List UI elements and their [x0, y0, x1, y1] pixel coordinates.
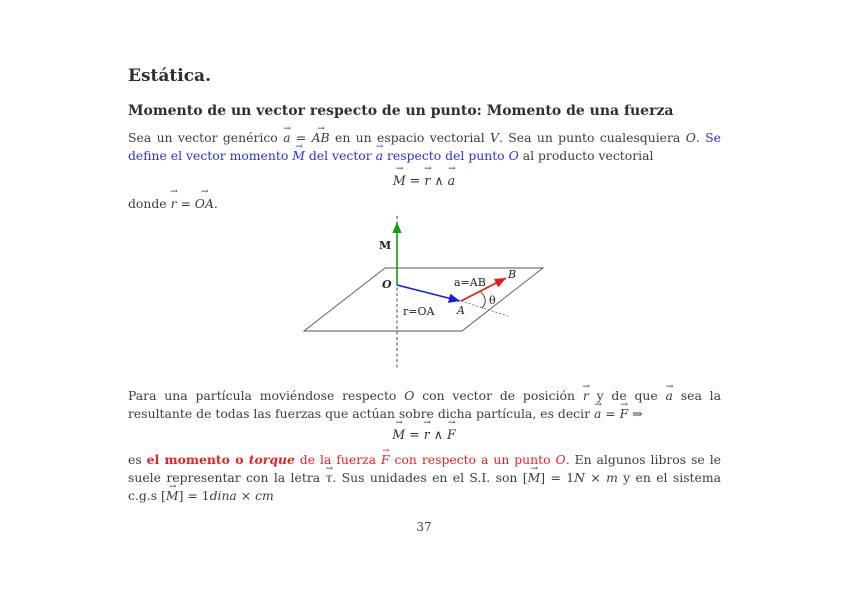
label-theta: θ — [489, 294, 496, 307]
subsection-title: Momento de un vector respecto de un punto: Momento de una fuerza — [128, 103, 674, 119]
label-A: A — [457, 304, 465, 317]
label-B: B — [508, 268, 517, 281]
donde-line: donde → r = → OA. — [128, 196, 218, 211]
torque-definition: de la fuerza → F con respecto a un punto O. — [295, 452, 570, 467]
paragraph-particle: Para una partícula moviéndose respecto O con vector de posición → r y de que → a sea la resultante de todas las fuerzas que actúan sobre dicha partícula, es decir → a = → F ⇒ — [128, 387, 721, 423]
moment-diagram — [290, 212, 560, 374]
definition-highlight: Se define el vector momento → M del vector → a respecto del punto O — [128, 130, 721, 163]
section-title: Estática. — [128, 66, 211, 86]
vector-AB: → AB — [312, 129, 330, 147]
page-number: 37 — [416, 520, 432, 534]
label-r: r=OA — [403, 305, 435, 318]
theta-arc — [481, 292, 485, 308]
paragraph-definition: Sea un vector genérico → a = → AB en un espacio vectorial V. Sea un punto cualesquiera O. Se define el vector momento → M del vector → a respecto del punto O al producto vectorial — [128, 129, 721, 165]
formula-torque: → M = → r ∧ → F — [0, 427, 848, 442]
vector-a: → a — [283, 129, 290, 147]
torque-term: el momento o torque — [146, 452, 295, 467]
label-M: M — [379, 239, 392, 252]
label-O: O — [382, 278, 392, 291]
formula-moment: → M = → r ∧ → a — [0, 173, 848, 188]
paragraph-torque: es el momento o torque de la fuerza → F con respecto a un punto O. En algunos libros se le suele representar con la letra → τ. Sus unidades en el S.I. son [→ M] = 1N × m y en el sistema c.g.s [→ M] = 1dina × cm — [128, 451, 721, 505]
vector-r-arrow — [397, 285, 460, 301]
label-a: a=AB — [454, 276, 486, 289]
